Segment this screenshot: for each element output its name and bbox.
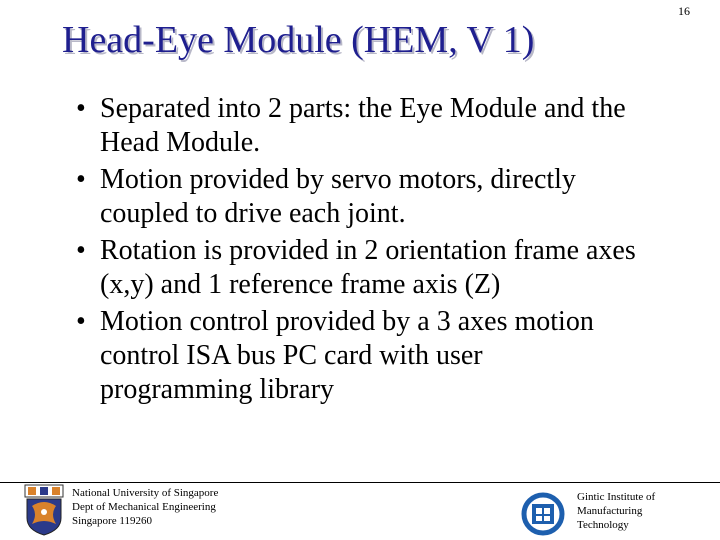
footer-right: [577, 490, 655, 532]
bullet-icon: •: [76, 306, 86, 337]
footer-right-line: Manufacturing: [577, 505, 643, 517]
footer-right-line: Technology: [577, 519, 629, 531]
gintic-logo-icon: [518, 492, 568, 536]
bullet-icon: •: [76, 235, 86, 266]
footer-left: [72, 486, 218, 528]
footer-left-line: Dept of Mechanical Engineering: [72, 501, 216, 513]
page-number: 16: [678, 4, 690, 18]
bullet-text: Motion provided by servo motors, directly coupled to drive each joint.: [100, 164, 576, 229]
bullet-icon: •: [76, 93, 86, 124]
bullet-list: [76, 92, 636, 410]
bullet-icon: •: [76, 164, 86, 195]
footer-left-line: National University of Singapore: [72, 487, 219, 499]
bullet-item: [76, 305, 636, 407]
bullet-item: [76, 163, 636, 231]
bullet-item: [76, 234, 636, 302]
bullet-text: Motion control provided by a 3 axes motion control ISA bus PC card with user programming library: [100, 306, 594, 405]
bullet-text: Separated into 2 parts: the Eye Module and the Head Module.: [100, 93, 626, 158]
university-crest-icon: [24, 484, 64, 536]
footer-divider: [0, 482, 720, 483]
slide-title: Head-Eye Module (HEM, V 1): [62, 19, 535, 61]
bullet-item: [76, 92, 636, 160]
bullet-text: Rotation is provided in 2 orientation frame axes (x,y) and 1 reference frame axis (Z): [100, 235, 636, 300]
footer-left-line: Singapore 119260: [72, 515, 152, 527]
footer-right-line: Gintic Institute of: [577, 491, 656, 503]
